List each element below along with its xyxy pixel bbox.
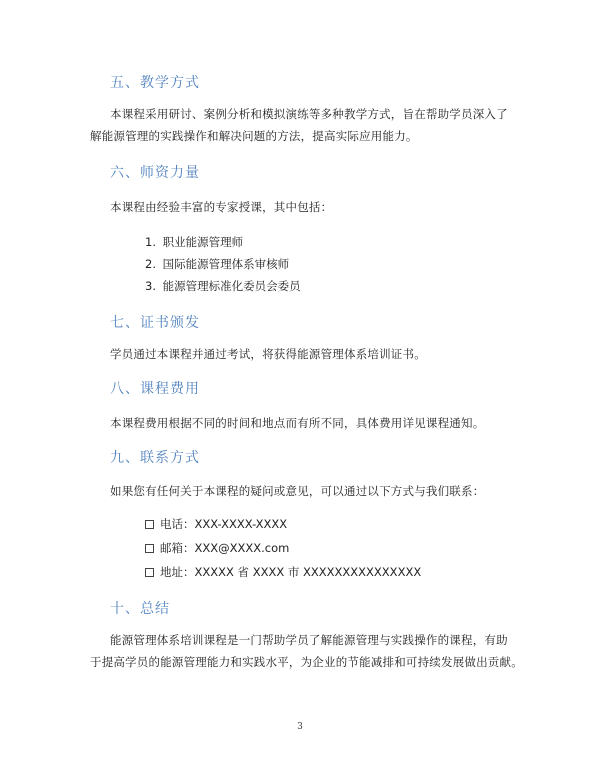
checkbox-icon — [145, 520, 154, 529]
list-item-number: 1. — [145, 235, 156, 249]
contact-item-address — [145, 564, 421, 580]
checkbox-icon — [145, 544, 154, 553]
paragraph-faculty-intro: 本课程由经验丰富的专家授课，其中包括： — [110, 200, 333, 214]
contact-phone-text: 电话：XXX-XXXX-XXXX — [160, 517, 288, 531]
list-item — [145, 256, 289, 272]
section-heading-teaching-methods: 五、教学方式 — [110, 75, 200, 91]
paragraph-certificate: 学员通过本课程并通过考试，将获得能源管理体系培训证书。 — [110, 347, 426, 361]
paragraph-summary-line1: 能源管理体系培训课程是一门帮助学员了解能源管理与实践操作的课程，有助 — [110, 633, 508, 647]
contact-item-email — [145, 540, 289, 556]
list-item-text: 能源管理标准化委员会委员 — [162, 279, 301, 293]
contact-email-text: 邮箱：XXX@XXXX.com — [160, 541, 290, 555]
paragraph-teaching-line2: 解能源管理的实践操作和解决问题的方法，提高实际应用能力。 — [90, 129, 418, 143]
page-number: 3 — [297, 722, 303, 732]
paragraph-contact-intro: 如果您有任何关于本课程的疑问或意见，可以通过以下方式与我们联系： — [110, 484, 485, 498]
list-item-number: 3. — [145, 279, 156, 293]
paragraph-teaching-line1: 本课程采用研讨、案例分析和模拟演练等多种教学方式，旨在帮助学员深入了 — [110, 107, 508, 121]
paragraph-fees: 本课程费用根据不同的时间和地点而有所不同，具体费用详见课程通知。 — [110, 416, 485, 430]
list-item — [145, 234, 243, 250]
list-item-text: 国际能源管理体系审核师 — [162, 257, 290, 271]
section-heading-faculty: 六、师资力量 — [110, 165, 200, 181]
section-heading-fees: 八、课程费用 — [110, 381, 200, 397]
paragraph-summary-line2: 于提高学员的能源管理能力和实践水平，为企业的节能减排和可持续发展做出贡献。 — [90, 655, 523, 669]
section-heading-certificate: 七、证书颁发 — [110, 315, 200, 331]
list-item-number: 2. — [145, 257, 156, 271]
list-item-text: 职业能源管理师 — [162, 235, 244, 249]
contact-address-text: 地址：XXXXX 省 XXXX 市 XXXXXXXXXXXXXXX — [160, 565, 422, 579]
checkbox-icon — [145, 568, 154, 577]
list-item — [145, 278, 301, 294]
section-heading-contact: 九、联系方式 — [110, 450, 200, 466]
contact-item-phone — [145, 516, 287, 532]
section-heading-summary: 十、总结 — [110, 601, 170, 617]
